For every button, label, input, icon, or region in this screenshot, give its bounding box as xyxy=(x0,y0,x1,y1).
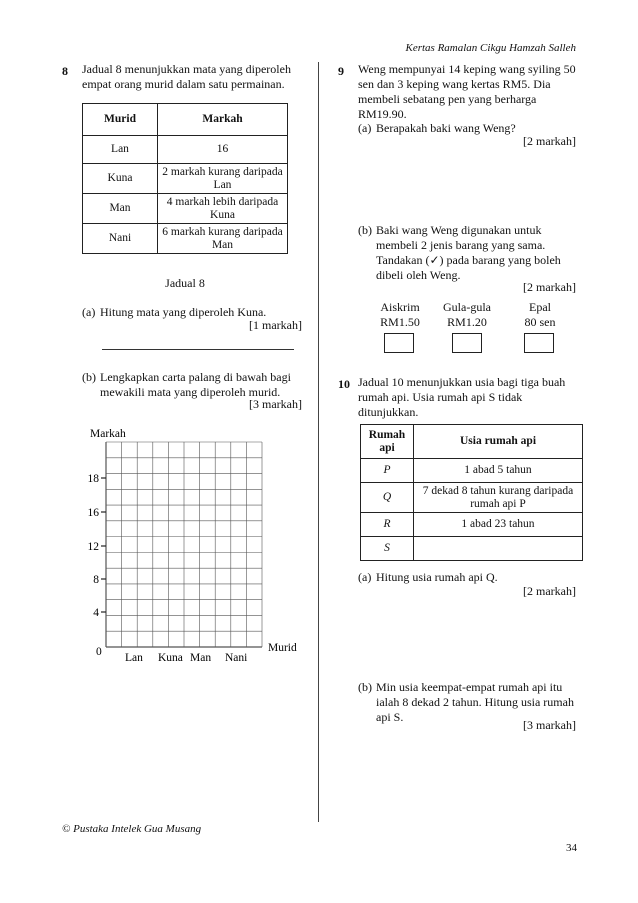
question-10a-text: Hitung usia rumah api Q. xyxy=(376,570,498,584)
table-8-markah-man: 4 markah lebih daripada Kuna xyxy=(158,194,288,224)
question-9b-text xyxy=(376,223,586,283)
checkbox-gula-gula[interactable] xyxy=(452,333,482,353)
question-10-line3: ditunjukkan. xyxy=(358,405,419,419)
table-row xyxy=(361,513,583,537)
item-price: RM1.20 xyxy=(447,315,487,329)
table-8-header-murid: Murid xyxy=(83,104,158,136)
question-8a-text: Hitung mata yang diperoleh Kuna. xyxy=(100,305,267,319)
table-10-age-s[interactable] xyxy=(414,537,583,561)
grid-y-ticks xyxy=(88,473,107,619)
question-9-line2: sen dan 3 keping wang kertas RM5. Dia xyxy=(358,77,551,91)
item-epal xyxy=(518,300,562,330)
question-9a-marks: [2 markah] xyxy=(523,134,576,148)
question-9b-line3: Tandakan (✓) pada barang yang boleh xyxy=(376,253,561,267)
grid-y-tick-label: 8 xyxy=(93,574,99,586)
page-number: 34 xyxy=(566,842,577,854)
table-row xyxy=(361,459,583,483)
table-8-caption: Jadual 8 xyxy=(165,276,205,290)
question-9-number: 9 xyxy=(338,64,344,78)
bar-chart-grid[interactable] xyxy=(80,422,310,672)
question-9a-text: Berapakah baki wang Weng? xyxy=(376,121,516,135)
grid-x-label-man: Man xyxy=(190,652,212,664)
question-8-number: 8 xyxy=(62,64,68,78)
question-10b-line3: api S. xyxy=(376,710,404,724)
grid-y-tick-label: 4 xyxy=(93,607,99,619)
question-8b-text xyxy=(100,370,310,400)
question-8b-marks: [3 markah] xyxy=(249,397,302,411)
grid-x-title: Murid xyxy=(268,642,297,654)
table-8-markah-lan: 16 xyxy=(158,136,288,164)
table-10-name-q: Q xyxy=(361,483,414,513)
grid-x-label-nani: Nani xyxy=(225,652,248,664)
grid-y-title: Markah xyxy=(90,428,126,440)
question-9b-label: (b) xyxy=(358,223,372,237)
question-9b-line1: Baki wang Weng digunakan untuk xyxy=(376,223,542,237)
question-9b-line2: membeli 2 jenis barang yang sama. xyxy=(376,238,546,252)
question-9b-line4: dibeli oleh Weng. xyxy=(376,268,461,282)
question-10-number: 10 xyxy=(338,377,350,391)
question-8a-marks: [1 markah] xyxy=(249,318,302,332)
table-8-murid-man: Man xyxy=(83,194,158,224)
checkbox-aiskrim[interactable] xyxy=(384,333,414,353)
table-10-age-q: 7 dekad 8 tahun kurang daripada rumah api P xyxy=(414,483,583,513)
item-name: Epal xyxy=(529,300,551,314)
question-9a-label: (a) xyxy=(358,121,372,135)
table-row xyxy=(83,164,288,194)
question-10a-label: (a) xyxy=(358,570,372,584)
table-8-murid-nani: Nani xyxy=(83,224,158,254)
question-10a-marks: [2 markah] xyxy=(523,584,576,598)
grid-lines xyxy=(106,442,262,647)
question-8a-label: (a) xyxy=(82,305,96,319)
question-10-line1: Jadual 10 menunjukkan usia bagi tiga buah xyxy=(358,375,566,389)
grid-y-tick-label: 18 xyxy=(87,473,99,485)
table-row xyxy=(83,136,288,164)
question-9-line1: Weng mempunyai 14 keping wang syiling 50 xyxy=(358,62,576,76)
table-10-name-s: S xyxy=(361,537,414,561)
question-10-line2: rumah api. Usia rumah api S tidak xyxy=(358,390,523,404)
publisher-footer: © Pustaka Intelek Gua Musang xyxy=(62,823,202,835)
table-row xyxy=(83,194,288,224)
checkbox-epal[interactable] xyxy=(524,333,554,353)
item-name: Gula-gula xyxy=(443,300,491,314)
table-8-murid-lan: Lan xyxy=(83,136,158,164)
page-header: Kertas Ramalan Cikgu Hamzah Salleh xyxy=(405,42,576,54)
table-8-header-markah: Markah xyxy=(158,104,288,136)
answer-line xyxy=(102,349,294,350)
grid-x-label-kuna: Kuna xyxy=(158,652,183,664)
question-10b-line1: Min usia keempat-empat rumah api itu xyxy=(376,680,563,694)
question-8-intro xyxy=(82,62,312,92)
grid-y-tick-label: 16 xyxy=(87,507,99,519)
table-8-markah-nani: 6 markah kurang daripada Man xyxy=(158,224,288,254)
table-10-header-rumah-api: Rumah api xyxy=(361,425,414,459)
table-row xyxy=(361,537,583,561)
item-gula-gula xyxy=(441,300,493,330)
question-9-line4: RM19.90. xyxy=(358,107,407,121)
table-8-markah-kuna: 2 markah kurang daripada Lan xyxy=(158,164,288,194)
question-10b-label: (b) xyxy=(358,680,372,694)
table-10-name-p: P xyxy=(361,459,414,483)
grid-y-tick-label: 12 xyxy=(87,541,99,553)
table-10-age-r: 1 abad 23 tahun xyxy=(414,513,583,537)
table-10-name-r: R xyxy=(361,513,414,537)
table-8-murid-kuna: Kuna xyxy=(83,164,158,194)
question-9b-marks: [2 markah] xyxy=(523,280,576,294)
question-8b-line1: Lengkapkan carta palang di bawah bagi xyxy=(100,370,291,384)
question-8b-line2: mewakili mata yang diperoleh murid. xyxy=(100,385,281,399)
table-10-header-usia: Usia rumah api xyxy=(414,425,583,459)
question-10b-marks: [3 markah] xyxy=(523,718,576,732)
grid-origin-label: 0 xyxy=(96,646,102,658)
question-8-intro-line1: Jadual 8 menunjukkan mata yang diperoleh xyxy=(82,62,291,76)
question-10b-line2: ialah 8 dekad 2 tahun. Hitung usia rumah xyxy=(376,695,574,709)
table-8 xyxy=(82,103,288,254)
question-9-line3: membeli sebatang pen yang berharga xyxy=(358,92,537,106)
item-aiskrim xyxy=(376,300,424,330)
table-row xyxy=(361,483,583,513)
question-8b-label: (b) xyxy=(82,370,96,384)
question-10-intro xyxy=(358,375,588,420)
item-price: 80 sen xyxy=(524,315,556,329)
question-8-intro-line2: empat orang murid dalam satu permainan. xyxy=(82,77,285,91)
column-divider xyxy=(318,62,319,822)
item-price: RM1.50 xyxy=(380,315,420,329)
table-10-age-p: 1 abad 5 tahun xyxy=(414,459,583,483)
grid-x-label-lan: Lan xyxy=(125,652,143,664)
table-row xyxy=(83,224,288,254)
question-9-intro xyxy=(358,62,588,122)
item-name: Aiskrim xyxy=(380,300,420,314)
table-10 xyxy=(360,424,583,561)
